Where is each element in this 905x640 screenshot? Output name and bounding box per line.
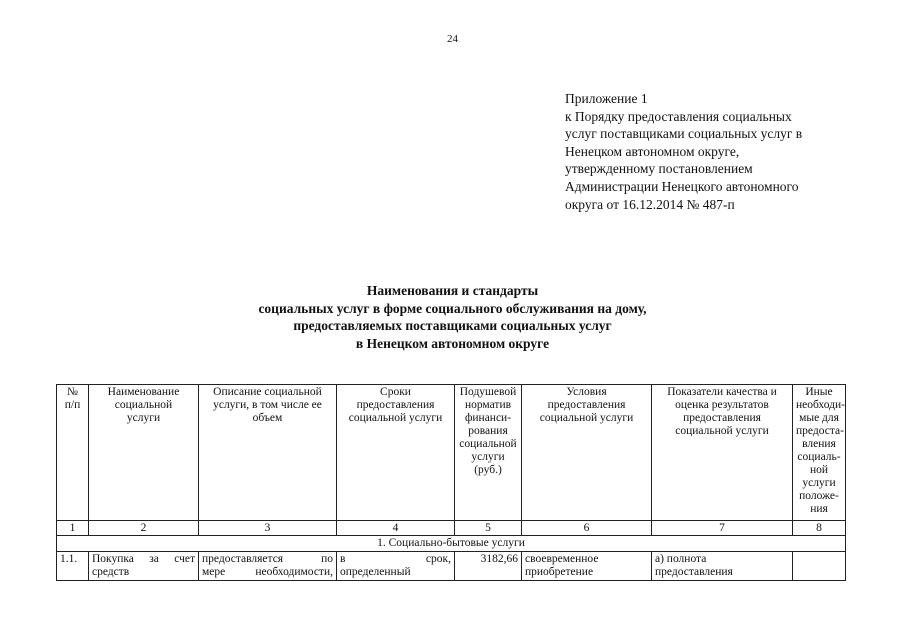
cell-line: социальной xyxy=(459,438,517,450)
annex-line: Ненецком автономном округе, xyxy=(565,143,740,159)
cell-line: Показатели качества и xyxy=(667,386,777,398)
cell-line: Подушевой xyxy=(459,386,517,398)
table-header-row xyxy=(57,385,846,521)
cell-line: норматив xyxy=(464,399,512,411)
service-description-cell xyxy=(199,552,337,581)
cell-line: в срок, xyxy=(340,553,451,565)
cell-line: вления xyxy=(802,438,836,450)
title-line: Наименования и стандарты xyxy=(366,283,539,298)
service-other-cell xyxy=(793,552,846,581)
cell-line: услуги xyxy=(126,412,161,424)
cell-line: рования xyxy=(468,425,508,437)
service-norm-cell: 3182,66 xyxy=(455,552,522,581)
column-number: 7 xyxy=(652,521,793,536)
cell-line: а) полнота xyxy=(655,553,707,565)
cell-line: Иные xyxy=(805,386,833,398)
column-numbers-row xyxy=(57,521,846,536)
title-line: предоставляемых поставщиками социальных услуг xyxy=(293,318,612,333)
annex-line: округа от 16.12.2014 № 487-п xyxy=(565,196,735,212)
cell-line: услуги, в том числе ее xyxy=(213,399,322,411)
annex-line: к Порядку предоставления социальных xyxy=(565,108,792,124)
header-cell xyxy=(522,385,652,521)
cell-line: мые для xyxy=(799,412,839,424)
header-cell xyxy=(793,385,846,521)
cell-line: предоставления xyxy=(356,399,435,411)
section-title: 1. Социально-бытовые услуги xyxy=(57,536,846,552)
cell-line: предоставления xyxy=(547,399,626,411)
column-number: 2 xyxy=(89,521,199,536)
cell-line: (руб.) xyxy=(474,464,502,476)
annex-line: услуг поставщиками социальных услуг в xyxy=(565,126,803,142)
column-number: 8 xyxy=(793,521,846,536)
cell-line: мере необходимости, xyxy=(202,566,333,578)
column-number: 5 xyxy=(455,521,522,536)
cell-line: социаль- xyxy=(797,451,841,463)
services-table xyxy=(56,384,846,581)
cell-line: ния xyxy=(810,503,828,515)
header-cell xyxy=(337,385,455,521)
cell-line: предоставляется по xyxy=(202,553,333,565)
cell-line: социальной услуги xyxy=(675,425,769,437)
title-line: социальных услуг в форме социального обслуживания на дому, xyxy=(258,300,647,316)
cell-line: ной услуги xyxy=(802,464,836,489)
cell-line: предоста- xyxy=(796,425,844,437)
cell-line: средств xyxy=(92,566,130,578)
annex-line: утвержденному постановлением xyxy=(565,161,753,177)
title-line: в Ненецком автономном округе xyxy=(355,335,550,351)
cell-line: финанси- xyxy=(464,412,512,424)
cell-line: оценка результатов xyxy=(675,399,769,411)
header-cell xyxy=(89,385,199,521)
cell-line: объем xyxy=(252,412,283,424)
page-number: 24 xyxy=(447,33,458,45)
cell-line: услуги xyxy=(471,451,505,463)
cell-line: Условия xyxy=(566,386,607,398)
section-row xyxy=(57,536,846,552)
cell-line: приобретение xyxy=(525,566,594,578)
cell-line: определенный xyxy=(340,566,411,578)
annex-line: Приложение 1 xyxy=(565,91,648,106)
cell-line: Сроки xyxy=(380,386,411,398)
column-number: 4 xyxy=(337,521,455,536)
cell-line: предоставления xyxy=(655,566,733,578)
annex-block xyxy=(565,90,865,213)
cell-line: Покупка за счет xyxy=(92,553,195,565)
cell-line: необходи- xyxy=(796,399,845,411)
cell-line: п/п xyxy=(64,399,81,411)
cell-line: предоставления xyxy=(683,412,761,424)
header-cell xyxy=(652,385,793,521)
cell-line: № xyxy=(67,386,78,398)
service-terms-cell xyxy=(337,552,455,581)
cell-line: Описание социальной xyxy=(213,386,322,398)
header-cell xyxy=(199,385,337,521)
row-number: 1.1. xyxy=(57,552,89,581)
table-row xyxy=(57,552,846,581)
cell-line: Наименование xyxy=(107,386,180,398)
column-number: 1 xyxy=(57,521,89,536)
service-name-cell xyxy=(89,552,199,581)
document-title xyxy=(0,282,905,352)
header-cell xyxy=(57,385,89,521)
column-number: 3 xyxy=(199,521,337,536)
service-conditions-cell xyxy=(522,552,652,581)
cell-line: своевременное xyxy=(525,553,599,565)
cell-line: положе- xyxy=(799,490,839,502)
cell-line: социальной услуги xyxy=(348,412,443,424)
service-indicators-cell xyxy=(652,552,793,581)
header-cell xyxy=(455,385,522,521)
column-number: 6 xyxy=(522,521,652,536)
cell-line: социальной xyxy=(114,399,173,411)
cell-line: социальной услуги xyxy=(539,412,634,424)
annex-line: Администрации Ненецкого автономного xyxy=(565,178,799,194)
